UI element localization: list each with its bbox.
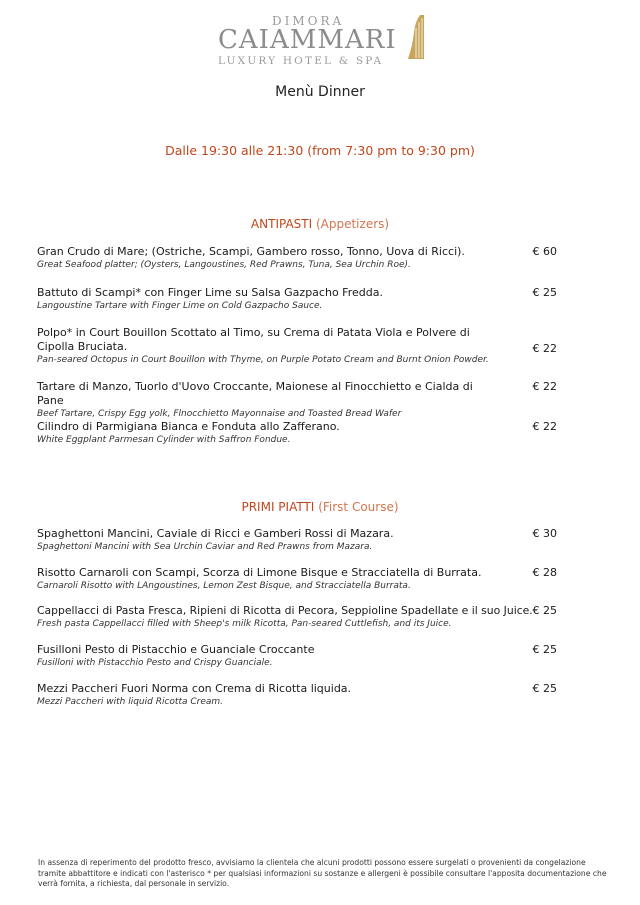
menu-item xyxy=(37,643,557,669)
menu-item xyxy=(37,420,557,446)
menu-item xyxy=(37,326,557,366)
section-title: ANTIPASTI xyxy=(250,217,313,231)
allergen-disclaimer: In assenza di reperimento del prodotto fresco, avvisiamo la clientela che alcuni prodotti possono essere surgelati o provenienti da congelazione tramite abbattitore e indicati con l'asterisco * per qualsiasi informazioni su sostanze e allergeni è possibile consultare l'apposita documentazione che verrà fornita, a richiesta, dal personale in servizio. xyxy=(38,858,607,888)
menu-title: Menù Dinner xyxy=(275,84,365,100)
hotel-logo xyxy=(0,12,640,74)
dish-name-english: White Eggplant Parmesan Cylinder with Saffron Fondue. xyxy=(37,435,291,445)
menu-item xyxy=(37,527,557,553)
dish-price: € 22 xyxy=(532,342,557,355)
dish-name-english: Fusilloni with Pistacchio Pesto and Crispy Guanciale. xyxy=(37,658,273,668)
dish-price: € 28 xyxy=(532,566,557,579)
dish-name-italian: Risotto Carnaroli con Scampi, Scorza di Limone Bisque e Stracciatella di Burrata. xyxy=(37,566,482,579)
logo-top-text: DIMORA xyxy=(272,14,345,28)
dish-name-italian: Polpo* in Court Bouillon Scottato al Timo, su Crema di Patata Viola e Polvere di Cipolla Bruciata. xyxy=(37,326,470,353)
harp-emblem-icon xyxy=(404,14,426,60)
dish-name-italian: Fusilloni Pesto di Pistacchio e Guanciale Croccante xyxy=(37,643,315,656)
dish-name-english: Beef Tartare, Crispy Egg yolk, Flnocchietto Mayonnaise and Toasted Bread Wafer xyxy=(37,409,402,419)
menu-item xyxy=(37,380,557,420)
dish-name-english: Langoustine Tartare with Finger Lime on Cold Gazpacho Sauce. xyxy=(37,301,323,311)
dish-name-english: Fresh pasta Cappellacci filled with Sheep's milk Ricotta, Pan-seared Cuttlefish, and its Juice. xyxy=(37,619,452,629)
dish-price: € 25 xyxy=(532,682,557,695)
dish-price: € 25 xyxy=(532,604,557,617)
dish-price: € 25 xyxy=(532,643,557,656)
dish-name-english: Great Seafood platter; (Oysters, Langoustines, Red Prawns, Tuna, Sea Urchin Roe). xyxy=(37,260,411,270)
dish-name-english: Carnaroli Risotto with LAngoustines, Lemon Zest Bisque, and Stracciatella Burrata. xyxy=(37,581,411,591)
dish-price: € 25 xyxy=(532,286,557,299)
dish-name-italian: Gran Crudo di Mare; (Ostriche, Scampi, Gambero rosso, Tonno, Uova di Ricci). xyxy=(37,245,465,258)
dish-name-italian: Mezzi Paccheri Fuori Norma con Crema di Ricotta liquida. xyxy=(37,682,352,695)
menu-item xyxy=(37,286,557,312)
logo-main-text: CAIAMMARI xyxy=(218,25,397,55)
menu-item xyxy=(37,245,557,271)
dish-name-italian: Cappellacci di Pasta Fresca, Ripieni di Ricotta di Pecora, Seppioline Spadellate e il suo Juice. xyxy=(37,604,533,617)
menu-item xyxy=(37,682,557,708)
dish-price: € 60 xyxy=(532,245,557,258)
section-heading-primi-piatti xyxy=(0,500,640,514)
section-subtitle: (First Course) xyxy=(318,500,399,514)
dish-price: € 30 xyxy=(532,527,557,540)
menu-item xyxy=(37,566,557,592)
dish-name-english: Mezzi Paccheri with liquid Ricotta Cream. xyxy=(37,697,224,707)
section-title: PRIMI PIATTI xyxy=(241,500,315,514)
dish-name-italian: Battuto di Scampi* con Finger Lime su Salsa Gazpacho Fredda. xyxy=(37,286,383,299)
dish-price: € 22 xyxy=(532,420,557,433)
dish-name-english: Spaghettoni Mancini with Sea Urchin Caviar and Red Prawns from Mazara. xyxy=(37,542,373,552)
dish-name-english: Pan-seared Octopus in Court Bouillon with Thyme, on Purple Potato Cream and Burnt Onion Powder. xyxy=(37,355,489,365)
dish-name-italian: Tartare di Manzo, Tuorlo d'Uovo Croccante, Maionese al Finocchietto e Cialda di Pane xyxy=(37,380,473,407)
menu-item xyxy=(37,604,557,630)
dish-name-italian: Spaghettoni Mancini, Caviale di Ricci e Gamberi Rossi di Mazara. xyxy=(37,527,394,540)
dish-name-italian: Cilindro di Parmigiana Bianca e Fonduta allo Zafferano. xyxy=(37,420,340,433)
section-subtitle: (Appetizers) xyxy=(315,217,390,231)
dish-price: € 22 xyxy=(532,380,557,393)
service-hours: Dalle 19:30 alle 21:30 (from 7:30 pm to 9:30 pm) xyxy=(165,143,475,158)
section-heading-antipasti xyxy=(0,217,640,231)
logo-sub-text: LUXURY HOTEL & SPA xyxy=(218,55,384,67)
